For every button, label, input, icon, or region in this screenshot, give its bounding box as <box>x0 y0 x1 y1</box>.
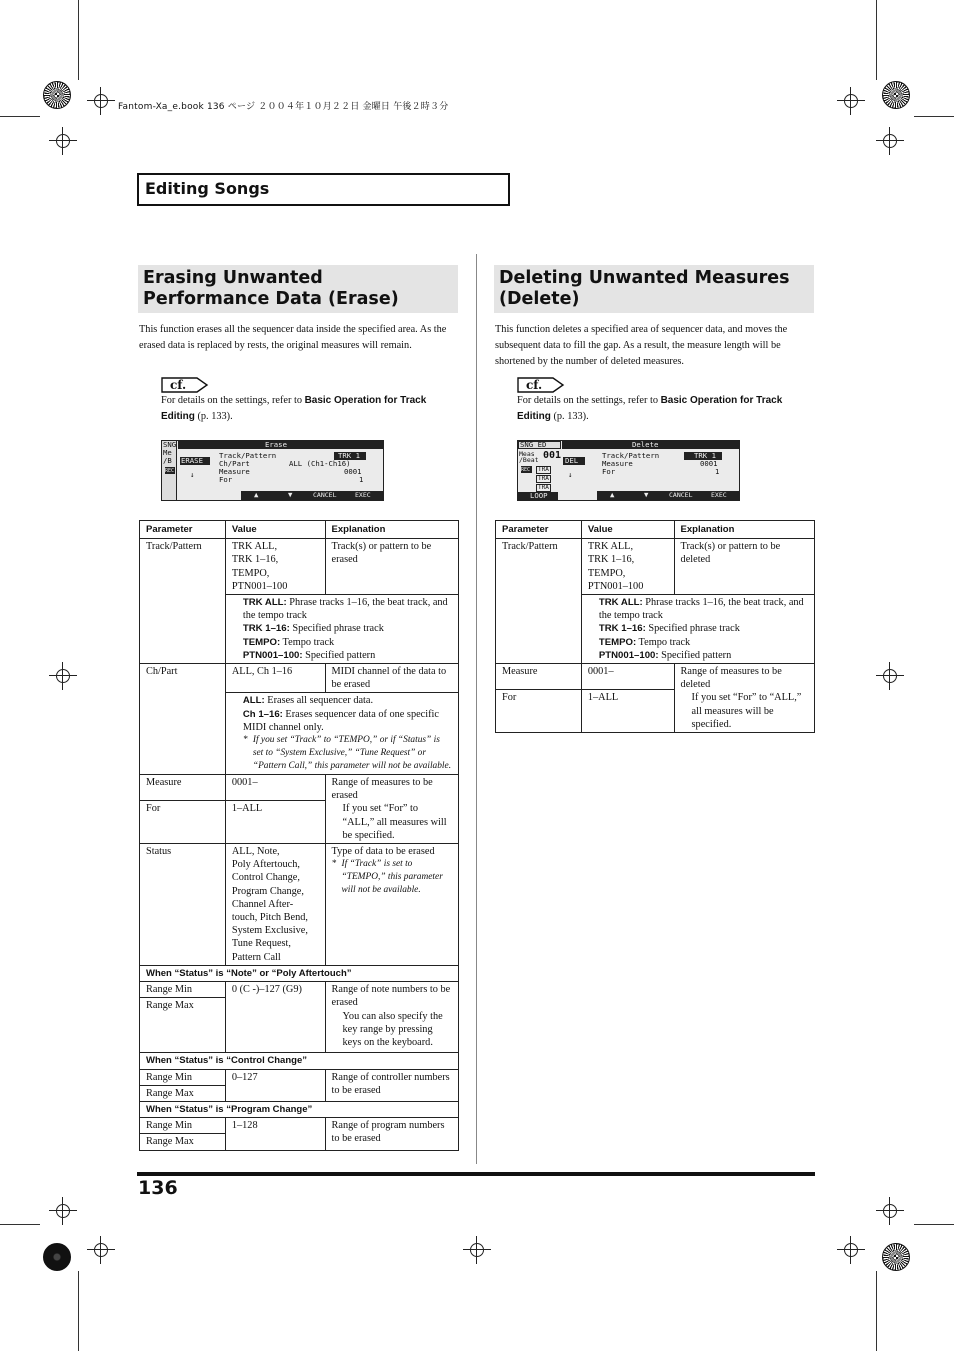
note-line: ALL: Erases all sequencer data. <box>242 695 374 707</box>
value-cell: TRK ALL, TRK 1–16, TEMPO, PTN001–100 <box>581 539 674 595</box>
cf-reference-icon <box>517 377 561 391</box>
lcd-button-exec[interactable]: EXEC <box>355 491 371 499</box>
table-header-row <box>496 521 815 539</box>
param-cell: Status <box>140 844 226 966</box>
erase-intro-paragraph: This function erases all the sequencer data inside the specified area. As the erased data is replaced by rests, the original measures will remain. <box>139 324 447 351</box>
trim-line <box>876 1271 877 1351</box>
explanation-cell: Track(s) or pattern to be erased <box>325 539 458 595</box>
section-heading-erase: Erasing Unwanted Performance Data (Erase) <box>138 265 458 313</box>
column-divider <box>476 254 477 1164</box>
table-header-row <box>140 521 459 539</box>
note-cell <box>581 595 814 664</box>
lcd-arrow-icon: ↓ <box>190 470 195 479</box>
param-cell: Range Min <box>140 982 226 998</box>
explanation-cell: Range of note numbers to be erased You can also specify the key range by pressing keys on the keyboard. <box>325 982 458 1053</box>
lcd-param-label: Track/Pattern <box>602 451 660 460</box>
param-cell: For <box>140 801 226 844</box>
italic-note: * If you set “Track” to “TEMPO,” or if “Status” is set to “System Exclusive,” “Tune Request” or “Pattern Call,” this parameter will not be available. <box>243 734 452 773</box>
lcd-button-cancel[interactable]: CANCEL <box>313 491 337 499</box>
param-cell: Measure <box>496 664 582 690</box>
value-cell: TRK ALL, TRK 1–16, TEMPO, PTN001–100 <box>225 539 325 595</box>
lcd-track-label: TRA <box>538 484 549 491</box>
indented-note: If you set “For” to “ALL,” all measures will be specified. <box>691 692 802 730</box>
crop-mark-icon <box>837 87 865 115</box>
registration-burst-icon <box>882 1243 910 1271</box>
param-cell: Range Max <box>140 998 226 1053</box>
lcd-button-up[interactable]: ▲ <box>254 490 259 499</box>
group-title: When “Status” is “Note” or “Poly Aftertouch” <box>140 965 459 981</box>
lcd-param-label: Measure <box>602 459 633 468</box>
group-title: When “Status” is “Program Change” <box>140 1101 459 1117</box>
crop-mark-icon <box>87 87 115 115</box>
explanation-cell: Range of controller numbers to be erased <box>325 1069 458 1101</box>
lcd-param-value: TRK 1 <box>694 451 716 460</box>
page-number: 136 <box>138 1177 178 1199</box>
lcd-param-label: For <box>219 475 233 484</box>
value-cell: 0 (C -)–127 (G9) <box>225 982 325 1053</box>
crop-mark-icon <box>49 127 77 155</box>
table-row <box>140 844 459 966</box>
cf-label: cf. <box>526 378 543 392</box>
ref-text-after: (p. 133). <box>194 411 233 422</box>
crop-mark-icon <box>876 127 904 155</box>
table-row <box>140 775 459 801</box>
param-cell: Track/Pattern <box>140 539 226 664</box>
value-cell: 0–127 <box>225 1069 325 1101</box>
delete-reference-text <box>517 393 813 425</box>
ref-text-before: For details on the settings, refer to <box>161 395 305 406</box>
lcd-track-label: TRA <box>538 466 549 473</box>
lcd-param-value: ALL (Ch1-Ch16) <box>289 459 351 468</box>
lcd-button-cancel[interactable]: CANCEL <box>669 491 693 499</box>
delete-lcd-screenshot <box>517 440 740 501</box>
lcd-param-label: Ch/Part <box>219 459 250 468</box>
trim-line <box>78 1271 79 1351</box>
crop-mark-icon <box>837 1236 865 1264</box>
delete-parameter-table <box>495 520 815 733</box>
trim-line <box>0 1224 40 1225</box>
note-line: Ch 1–16: Erases sequencer data of one specific MIDI channel only. <box>242 708 439 733</box>
cf-label: cf. <box>170 378 187 392</box>
lcd-arrow-icon: ↓ <box>568 470 573 479</box>
explanation-cell: Range of measures to be erased If you set “For” to “ALL,” all measures will be specified. <box>325 775 458 844</box>
explanation-cell: Track(s) or pattern to be deleted <box>674 539 814 595</box>
param-cell: Range Max <box>140 1134 226 1150</box>
lcd-mode-label: DEL <box>565 456 579 465</box>
registration-burst-icon <box>43 81 71 109</box>
explanation-cell: Range of program numbers to be erased <box>325 1118 458 1150</box>
cf-reference-icon <box>161 377 205 391</box>
note-line: TRK 1–16: Specified phrase track <box>598 623 740 635</box>
lcd-tab-label: SNG ED <box>520 440 547 449</box>
registration-burst-icon <box>43 1243 71 1271</box>
note-line: PTN001–100: Specified pattern <box>242 649 376 661</box>
note-cell <box>225 595 458 664</box>
param-cell: Range Min <box>140 1069 226 1085</box>
lcd-param-label: Track/Pattern <box>219 451 277 460</box>
crop-mark-icon <box>49 1197 77 1225</box>
lcd-title: Delete <box>632 440 659 449</box>
lcd-side-label: /Beat <box>519 456 539 464</box>
file-header-meta: Fantom-Xa_e.book 136 ページ ２００４年１０月２２日 金曜日 午後２時３分 <box>118 102 449 112</box>
ref-link-text: Basic Operation for Track Editing <box>517 395 783 422</box>
lcd-param-value: 0001 <box>344 467 362 476</box>
crop-mark-icon <box>876 662 904 690</box>
lcd-param-value: TRK 1 <box>338 451 360 460</box>
section-heading-delete: Deleting Unwanted Measures (Delete) <box>494 265 814 313</box>
note-line: PTN001–100: Specified pattern <box>598 649 732 661</box>
lcd-rec-label: REC <box>165 468 175 474</box>
table-header: Value <box>581 521 674 539</box>
note-line: TRK ALL: Phrase tracks 1–16, the beat track, and the tempo track <box>598 597 804 622</box>
explanation-cell: Range of measures to be deleted If you set “For” to “ALL,” all measures will be specified. <box>674 664 814 733</box>
note-line: TEMPO: Tempo track <box>598 636 691 648</box>
crop-mark-icon <box>87 1236 115 1264</box>
param-cell: Range Min <box>140 1118 226 1134</box>
trim-line <box>876 0 877 80</box>
crop-mark-icon <box>463 1236 491 1264</box>
value-cell: 0001– <box>225 775 325 801</box>
chapter-title: Editing Songs <box>145 179 270 198</box>
table-header: Value <box>225 521 325 539</box>
lcd-rec-label: REC <box>521 467 531 473</box>
lcd-side-label: /B <box>163 456 172 465</box>
explanation-cell: Type of data to be erased * If “Track” is set to “TEMPO,” this parameter will not be available. <box>325 844 458 966</box>
indented-note: You can also specify the key range by pressing keys on the keyboard. <box>342 1010 443 1048</box>
note-line: TRK 1–16: Specified phrase track <box>242 623 384 635</box>
lcd-param-value: 1 <box>715 467 720 476</box>
trim-line <box>914 1224 954 1225</box>
param-cell: For <box>496 690 582 733</box>
lcd-button-exec[interactable]: EXEC <box>711 491 727 499</box>
italic-note: * If “Track” is set to “TEMPO,” this parameter will not be available. <box>332 858 452 897</box>
erase-lcd-screenshot <box>161 440 384 501</box>
lcd-param-value: 1 <box>359 475 364 484</box>
erase-reference-text <box>161 393 457 425</box>
value-cell: 0001– <box>581 664 674 690</box>
table-header: Parameter <box>140 521 226 539</box>
group-title: When “Status” is “Control Change” <box>140 1053 459 1069</box>
table-group-row <box>140 965 459 981</box>
value-cell: 1–ALL <box>225 801 325 844</box>
param-cell: Range Max <box>140 1085 226 1101</box>
registration-burst-icon <box>882 81 910 109</box>
lcd-mode-label: ERASE <box>181 456 203 465</box>
footer-rule <box>137 1172 815 1176</box>
table-row <box>140 982 459 998</box>
table-row <box>140 664 459 693</box>
note-cell <box>225 693 458 775</box>
ref-text-before: For details on the settings, refer to <box>517 395 661 406</box>
table-row <box>140 539 459 595</box>
explanation-cell: MIDI channel of the data to be erased <box>325 664 458 693</box>
lcd-side-label: SNG <box>163 440 177 449</box>
table-row <box>496 539 815 595</box>
table-row <box>140 1069 459 1085</box>
value-cell: 1–128 <box>225 1118 325 1150</box>
lcd-side-label: Me <box>163 448 172 457</box>
lcd-loop-label: LOOP <box>530 491 548 500</box>
crop-mark-icon <box>876 1197 904 1225</box>
trim-line <box>0 116 40 117</box>
crop-mark-icon <box>49 662 77 690</box>
delete-intro-paragraph: This function deletes a specified area of sequencer data, and moves the subsequent data to fill the gap. As a result, the measure length will be shortened by the number of deleted measures. <box>495 324 788 367</box>
table-group-row <box>140 1053 459 1069</box>
lcd-button-down[interactable]: ▼ <box>288 490 293 499</box>
lcd-param-label: Measure <box>219 467 250 476</box>
table-header: Parameter <box>496 521 582 539</box>
table-header: Explanation <box>674 521 814 539</box>
value-cell: 1–ALL <box>581 690 674 733</box>
lcd-side-value: 001 <box>543 450 562 461</box>
lcd-side-label: Meas <box>519 450 535 458</box>
erase-parameter-table <box>139 520 459 1151</box>
lcd-button-up[interactable]: ▲ <box>610 490 615 499</box>
value-cell: ALL, Note, Poly Aftertouch, Control Change, Program Change, Channel After- touch, Pitch Bend, System Exclusive, Tune Request, Pattern Call <box>225 844 325 966</box>
table-header: Explanation <box>325 521 458 539</box>
note-line: TRK ALL: Phrase tracks 1–16, the beat track, and the tempo track <box>242 597 448 622</box>
indented-note: If you set “For” to “ALL,” all measures will be specified. <box>342 803 447 841</box>
param-cell: Ch/Part <box>140 664 226 775</box>
param-cell: Measure <box>140 775 226 801</box>
table-group-row <box>140 1101 459 1117</box>
trim-line <box>914 116 954 117</box>
value-cell: ALL, Ch 1–16 <box>225 664 325 693</box>
trim-line <box>78 0 79 80</box>
lcd-title: Erase <box>265 440 287 449</box>
lcd-track-label: TRA <box>538 475 549 482</box>
lcd-param-value: 0001 <box>700 459 718 468</box>
ref-text-after: (p. 133). <box>550 411 589 422</box>
note-line: TEMPO: Tempo track <box>242 636 335 648</box>
param-cell: Track/Pattern <box>496 539 582 664</box>
table-row <box>496 664 815 690</box>
lcd-button-down[interactable]: ▼ <box>644 490 649 499</box>
ref-link-text: Basic Operation for Track Editing <box>161 395 427 422</box>
lcd-param-label: For <box>602 467 616 476</box>
table-row <box>140 1118 459 1134</box>
